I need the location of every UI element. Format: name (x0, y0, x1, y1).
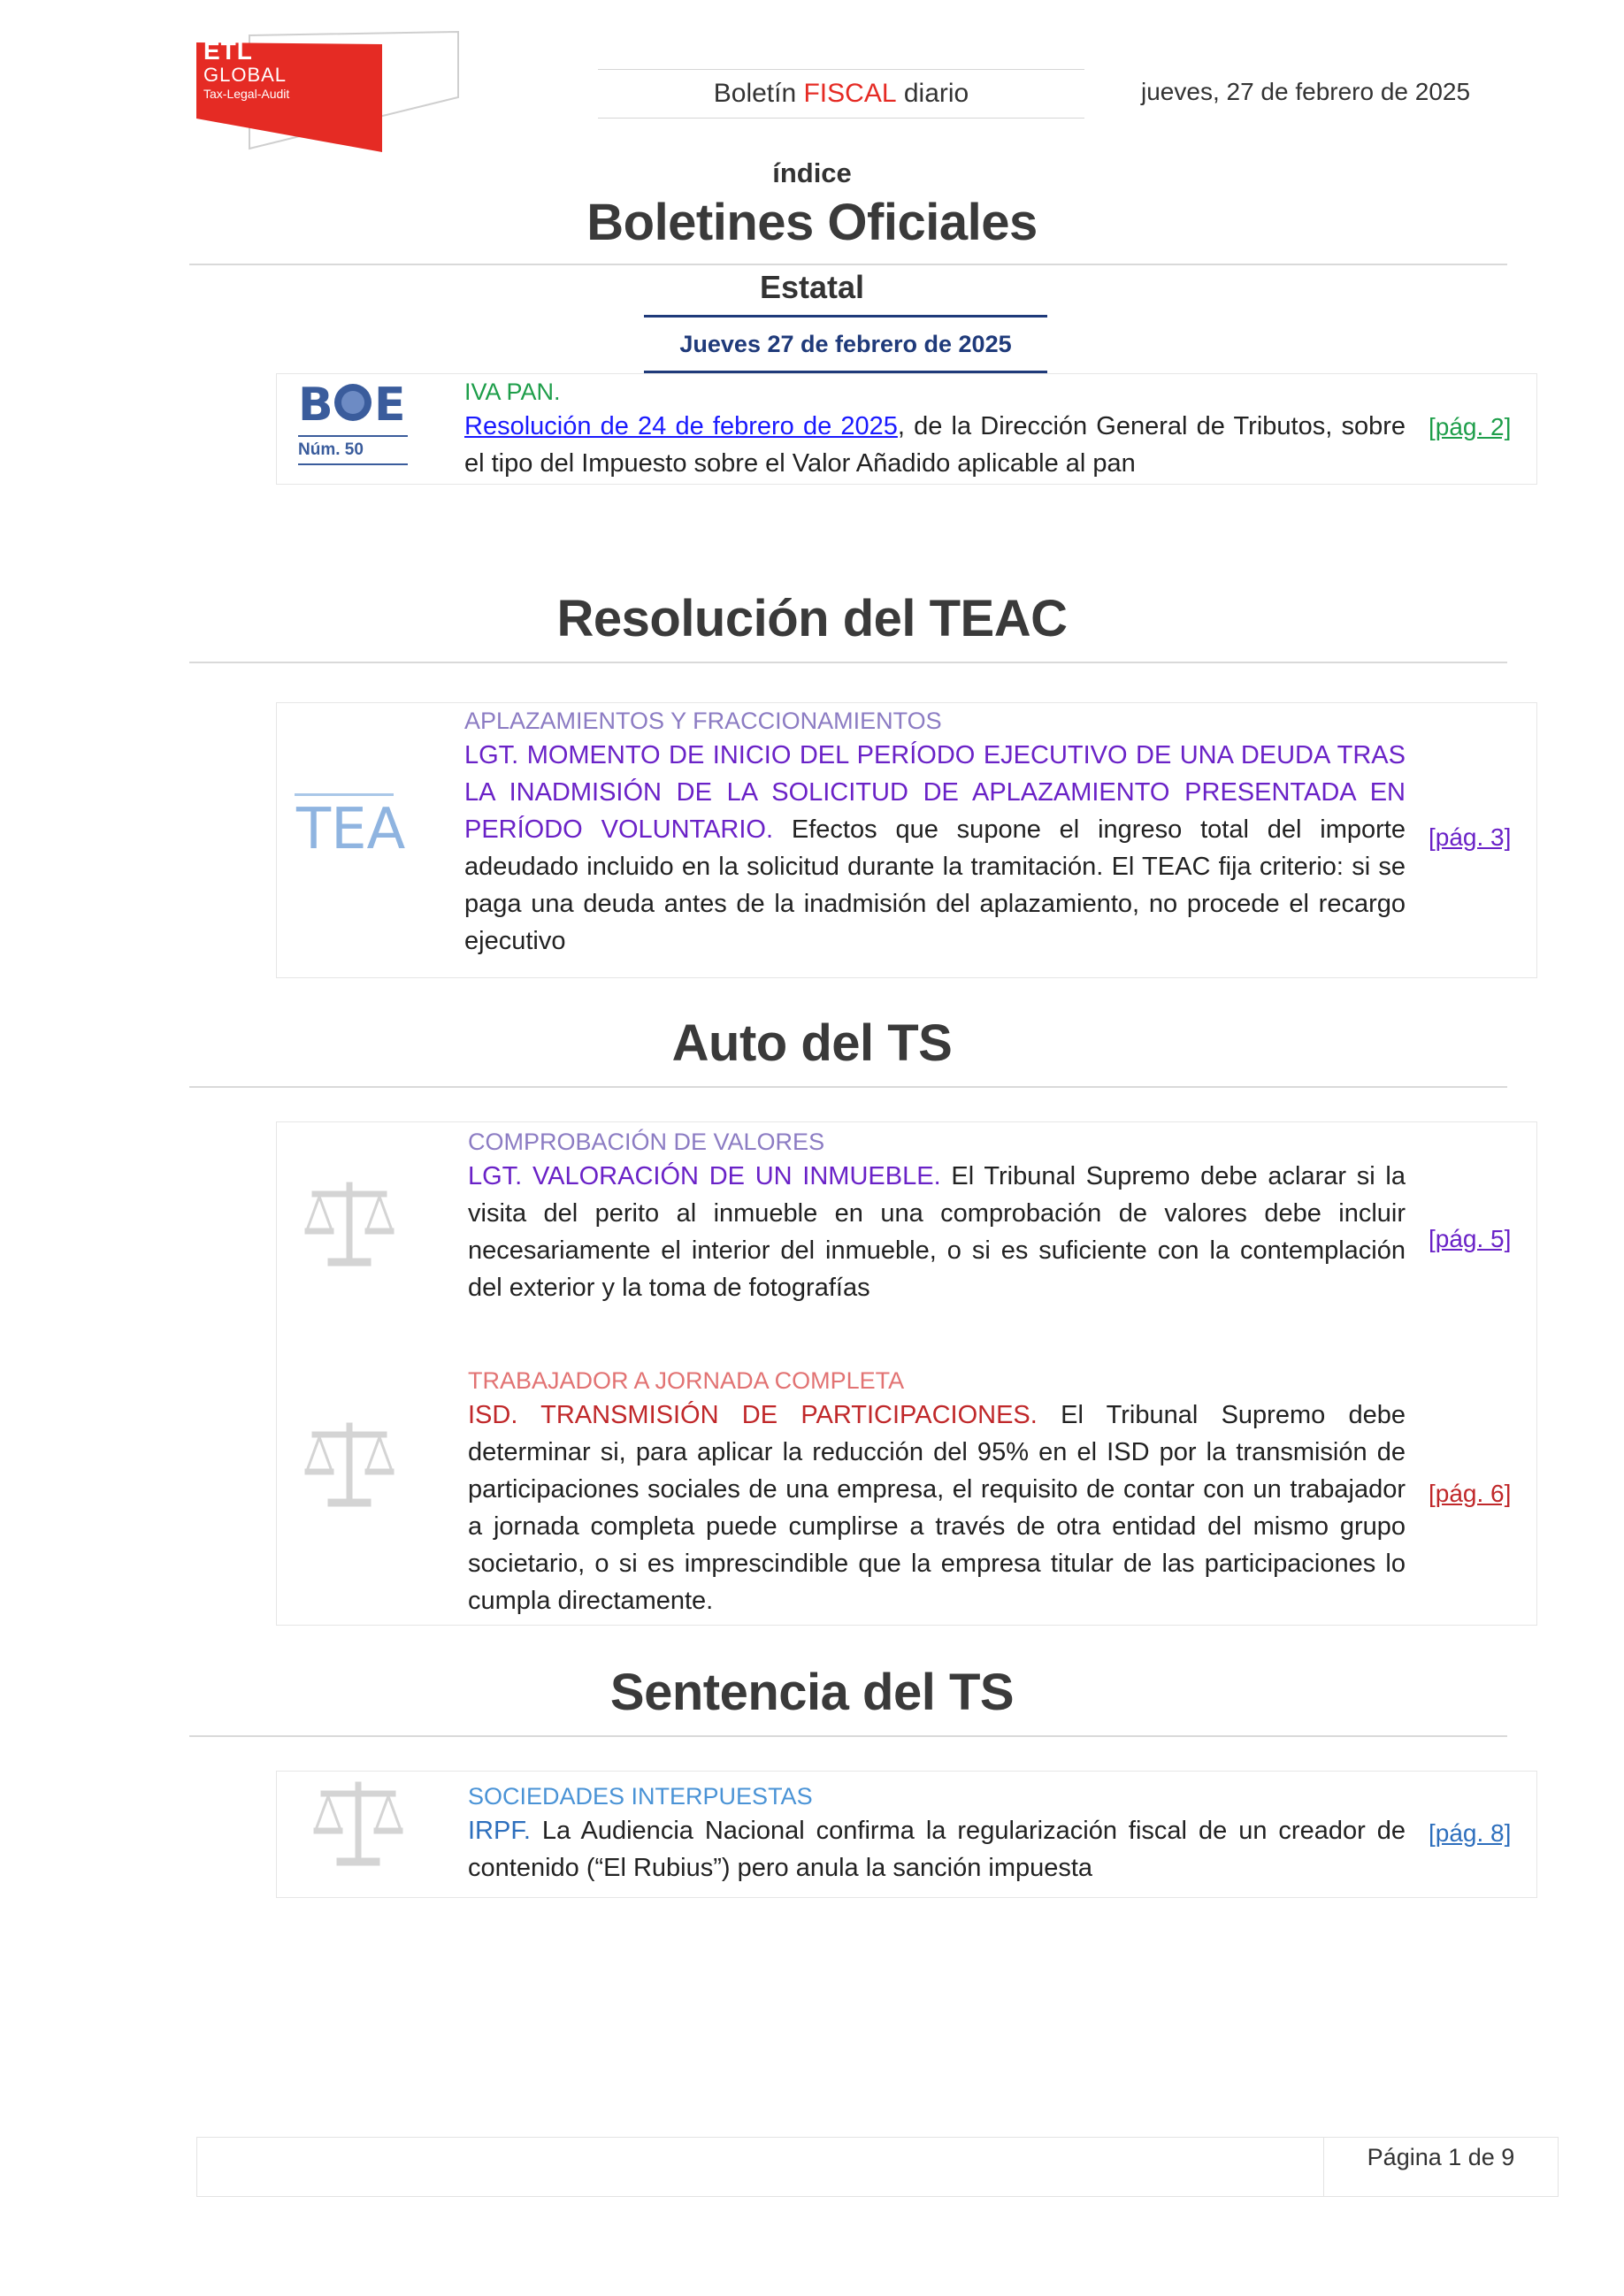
header-suffix: diario (896, 79, 969, 108)
boe-issue-number: Núm. 50 (298, 440, 364, 459)
index-label: índice (772, 157, 852, 188)
entry-category: APLAZAMIENTOS Y FRACCIONAMIENTOS (464, 708, 942, 734)
boe-logo-icon (298, 379, 408, 432)
etl-global-logo (196, 30, 462, 154)
svg-text:B: B (298, 379, 333, 432)
section-title-boletines: Boletines Oficiales (586, 194, 1038, 251)
teac-entry-body (464, 705, 1406, 960)
section-divider (189, 1086, 1507, 1088)
entry-text: Efectos que supone el ingreso total del importe adeudado incluido en la solicitud durante la tramitación. El TEAC fija criterio: si se paga una deuda antes de la inadmisión del aplazamiento, no procede el recargo ejecutivo (464, 815, 1406, 955)
entry-text: El Tribunal Supremo debe determinar si, para aplicar la reducción del 95% en el ISD por la transmisión de participaciones sociales de una empresa, el requisito de contar con un trabajador a jornada completa puede cumplirse a través de otra entidad del mismo grupo societario, o si es imprescindible que la empresa titular de las participaciones lo cumpla directamente. (468, 1401, 1406, 1615)
entry-category: COMPROBACIÓN DE VALORES (468, 1129, 825, 1155)
page-link-6[interactable]: [pág. 6] (1429, 1480, 1512, 1507)
header-accent: FISCAL (803, 79, 897, 108)
section-title-teac: Resolución del TEAC (556, 590, 1068, 647)
logo-etl-text: ETL (203, 37, 253, 65)
entry-text: La Audiencia Nacional confirma la regularización fiscal de un creador de contenido (“El Rubius”) pero anula la sanción impuesta (468, 1817, 1406, 1882)
boe-entry-body (464, 376, 1406, 482)
entry-heading: IRPF. (468, 1817, 531, 1845)
tea-logo-label: TEA (296, 797, 406, 862)
scales-icon (312, 1775, 404, 1875)
section-divider (189, 662, 1507, 663)
entry-category: TRABAJADOR A JORNADA COMPLETA (468, 1367, 905, 1394)
logo-global-text: GLOBAL (203, 64, 287, 86)
section-divider (189, 1735, 1507, 1737)
entry-text: El Tribunal Supremo debe aclarar si la visita del perito al inmueble en una comprobación de valores debe incluir necesariamente el interior del inmueble, o si es suficiente con la contemplación del exterior y la toma de fotografías (468, 1162, 1406, 1302)
page-link-5[interactable]: [pág. 5] (1429, 1225, 1512, 1252)
subsection-title-estatal: Estatal (759, 269, 865, 305)
section-divider (189, 264, 1507, 265)
page-number: Página 1 de 9 (1367, 2144, 1515, 2170)
tea-logo (295, 792, 406, 862)
boe-entry-card (276, 373, 1537, 485)
scales-icon (303, 1416, 395, 1516)
auto-ts-entries-card (276, 1121, 1537, 1626)
tea-logo-icon (295, 792, 406, 862)
entry-heading: LGT. VALORACIÓN DE UN INMUEBLE. (468, 1162, 941, 1190)
page-link-3[interactable]: [pág. 3] (1429, 823, 1512, 851)
resolution-link[interactable]: Resolución de 24 de febrero de 2025 (464, 412, 898, 440)
page-link-8[interactable]: [pág. 8] (1429, 1819, 1512, 1847)
header-prefix: Boletín (713, 79, 804, 108)
auto-ts-entry-1-body (468, 1126, 1406, 1306)
teac-entry-card (276, 702, 1537, 978)
header-date: jueves, 27 de febrero de 2025 (1141, 78, 1471, 105)
bulletin-header (598, 69, 1084, 119)
sentencia-ts-entry-card (276, 1771, 1537, 1898)
entry-category: SOCIEDADES INTERPUESTAS (468, 1783, 813, 1810)
entry-category: IVA PAN. (464, 379, 561, 405)
logo-tagline: Tax-Legal-Audit (203, 87, 290, 101)
boe-logo (298, 379, 415, 465)
auto-ts-entry-2-body (468, 1365, 1406, 1619)
entry-heading: LGT. MOMENTO DE INICIO DEL PERÍODO EJECUTIVO DE UNA DEUDA TRAS LA INADMISIÓN DE LA SOLICITUD DE APLAZAMIENTO PRESENTADA EN PERÍODO VOLUNTARIO. (464, 741, 1406, 844)
svg-text:E: E (374, 379, 406, 432)
entry-text: , de la Dirección General de Tributos, sobre el tipo del Impuesto sobre el Valor Añadido aplicable al pan (464, 412, 1406, 478)
boe-date-bar: Jueves 27 de febrero de 2025 (644, 315, 1047, 373)
sentencia-ts-entry-body (468, 1780, 1406, 1887)
entry-heading: ISD. TRANSMISIÓN DE PARTICIPACIONES. (468, 1401, 1038, 1429)
page-link-2[interactable]: [pág. 2] (1429, 413, 1512, 440)
section-title-auto-ts: Auto del TS (671, 1014, 953, 1072)
scales-icon (303, 1175, 395, 1275)
section-title-sentencia-ts: Sentencia del TS (609, 1664, 1015, 1721)
